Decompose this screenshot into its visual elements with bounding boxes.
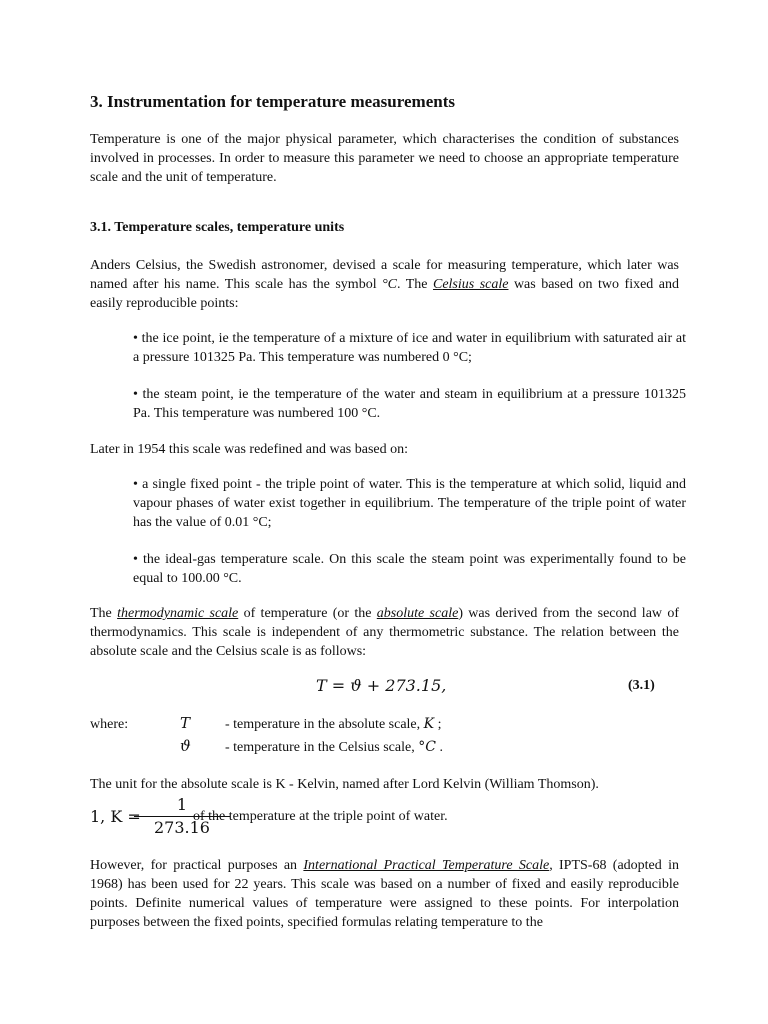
where-unit: K (423, 716, 435, 732)
thermo-text-1: The (90, 606, 118, 621)
list-item-text: the ice point, ie the temperature of a mixture of ice and water in equilibrium with saturated air at a pressure 101325 Pa. This temperature was numbered 0 °C; (133, 331, 687, 365)
intro-paragraph: Temperature is one of the major physical parameter, which characterises the condition of substances involved in processes. In order to measure this parameter we need to choose an appropriate temperature scale and the unit of temperature. (90, 132, 679, 185)
thermodynamic-scale-link[interactable]: thermodynamic scale (117, 606, 239, 621)
fraction-lhs: 1, K = (90, 807, 141, 826)
where-description (225, 738, 443, 757)
celsius-text-3: was based on two fixed and easily reproducible points: (90, 277, 679, 311)
list-item-text: a single fixed point - the triple point of water. This is the temperature at which solid, liquid and vapour phases of water exist together in equilibrium. The temperature of the triple point of water has the value of 0.01 °C; (133, 477, 687, 530)
equation: T = ϑ + 273.15, (316, 676, 447, 695)
where-unit: °C (418, 739, 436, 755)
kelvin-line: The unit for the absolute scale is K - Kelvin, named after Lord Kelvin (William Thomson). (90, 777, 599, 792)
ipts-paragraph (90, 856, 679, 932)
where-symbol: ϑ (180, 737, 191, 755)
thermo-text-2: of temperature (or the (238, 606, 377, 621)
ipts-text-1: However, for practical purposes an (90, 858, 304, 873)
thermodynamic-paragraph (90, 604, 679, 661)
equation-number: (3.1) (628, 678, 655, 693)
ipts-text-2: , IPTS-68 (adopted in 1968) has been used for 22 years. This scale was based on a number of fixed and easily reproducible points. Definite numerical values of temperature were assigned to these points. For interpolation purposes between the fixed points, specified formulas relating temperature to the (90, 858, 679, 930)
list-item (133, 550, 686, 588)
where-end: ; (434, 717, 442, 732)
bullet-icon: • (133, 477, 138, 492)
list-item (133, 475, 686, 532)
list-item (133, 329, 686, 367)
bullet-icon: • (133, 387, 138, 402)
celsius-symbol: °C (382, 277, 397, 292)
fraction-denominator: 273.16 (154, 818, 210, 837)
where-description (225, 715, 442, 734)
fraction-numerator: 1 (176, 795, 188, 814)
bullet-icon: • (133, 552, 138, 567)
thermo-text-3: ) was derived from the second law of thermodynamics. This scale is independent of any thermometric substance. The relation between the absolute scale and the Celsius scale is as follows: (90, 606, 679, 659)
list-item (133, 385, 686, 423)
later-line: Later in 1954 this scale was redefined and was based on: (90, 442, 409, 457)
list-item-text: the ideal-gas temperature scale. On this scale the steam point was experimentally found to be equal to 100.00 °C. (133, 552, 687, 586)
list-item-text: the steam point, ie the temperature of the water and steam in equilibrium at a pressure 101325 Pa. This temperature was numbered 100 °C. (133, 387, 686, 421)
celsius-scale-link[interactable]: Celsius scale (432, 277, 509, 292)
celsius-paragraph (90, 256, 679, 313)
absolute-scale-link[interactable]: absolute scale (376, 606, 459, 621)
where-symbol: T (180, 714, 191, 732)
celsius-text-2: . The (397, 277, 433, 292)
bullet-icon: • (133, 331, 138, 346)
where-end: . (435, 740, 443, 755)
section-heading: 3. Instrumentation for temperature measurements (90, 92, 455, 111)
ipts-link[interactable]: International Practical Temperature Scale (303, 858, 550, 873)
celsius-text-1: Anders Celsius, the Swedish astronomer, devised a scale for measuring temperature, which later was named after his name. This scale has the symbol (90, 258, 679, 292)
where-desc-text: - temperature in the absolute scale, (225, 717, 424, 732)
where-label: where: (90, 717, 129, 732)
where-desc-text: - temperature in the Celsius scale, (225, 740, 419, 755)
kelvin-fraction-text: of the temperature at the triple point of water. (193, 809, 448, 824)
subsection-heading: 3.1. Temperature scales, temperature units (90, 220, 345, 235)
